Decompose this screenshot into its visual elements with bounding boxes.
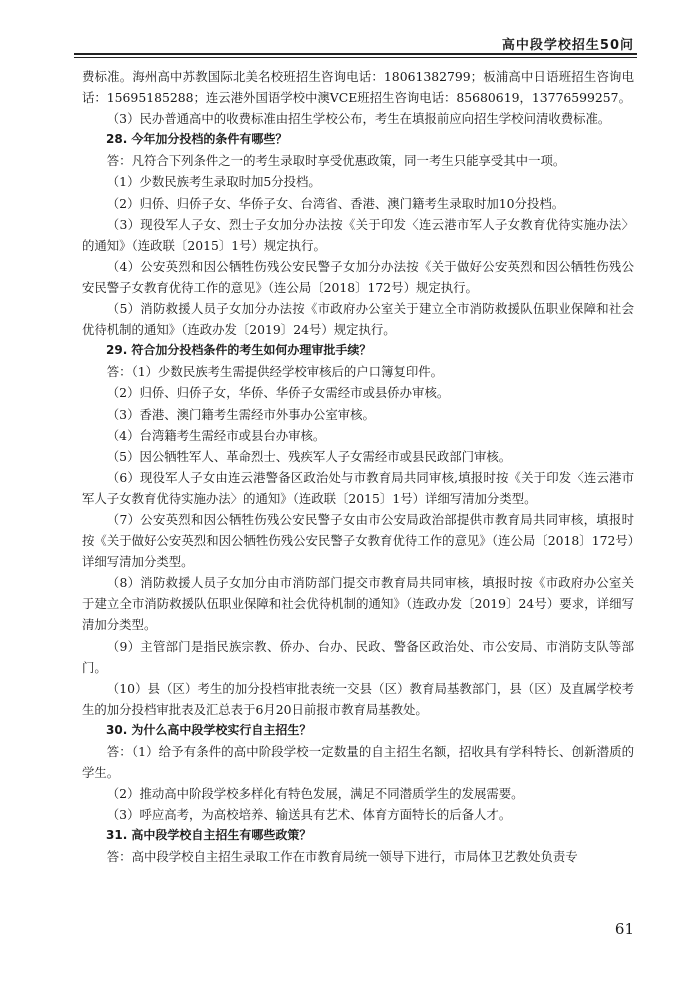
question-heading: 30. 为什么高中段学校实行自主招生？ (106, 722, 312, 737)
paragraph: （7）公安英烈和因公牺牲伤残公安民警子女由市公安局政治部提供市教育局共同审核，填报时按《关于做好公安英烈和因公牺牲伤残公安民警子女教育优待工作的意见》（连公局〔2018〕172号）详细写清加分类型。 (82, 511, 634, 570)
paragraph: （1）少数民族考生录取时加5分投档。 (106, 174, 321, 190)
paragraph: （5）因公牺牲军人、革命烈士、残疾军人子女需经市或县民政部门审核。 (106, 448, 512, 464)
header-title: 高中段学校招生50问 (501, 38, 634, 53)
page-number: 61 (614, 920, 634, 938)
paragraph: （3）民办普通高中的收费标准由招生学校公布，考生在填报前应向招生学校问清收费标准。 (106, 111, 611, 127)
paragraph: （4）公安英烈和因公牺牲伤残公安民警子女加分办法按《关于做好公安英烈和因公牺牲伤残公安民警子女教育优待工作的意见》（连公局〔2018〕172号）规定执行。 (82, 258, 634, 295)
paragraph: （9）主管部门是指民族宗教、侨办、台办、民政、警备区政治处、市公安局、市消防支队等部门。 (82, 638, 634, 675)
question-heading: 28. 今年加分投档的条件有哪些？ (106, 132, 288, 147)
page-body (82, 66, 634, 868)
paragraph: （3）呼应高考，为高校培养、输送具有艺术、体育方面特长的后备人才。 (106, 807, 512, 823)
paragraph: （5）消防救援人员子女加分办法按《市政府办公室关于建立全市消防救援队伍职业保障和社会优待机制的通知》（连政办发〔2019〕24号）规定执行。 (82, 301, 634, 338)
paragraph: （3）香港、澳门籍考生需经市外事办公室审核。 (106, 406, 375, 422)
paragraph: （2）归侨、归侨子女、华侨子女、台湾省、香港、澳门籍考生录取时加10分投档。 (106, 195, 565, 211)
paragraph: （2）推动高中阶段学校多样化有特色发展，满足不同潜质学生的发展需要。 (106, 786, 524, 802)
paragraph: （2）归侨、归侨子女，华侨、华侨子女需经市或县侨办审核。 (106, 385, 450, 401)
question-heading: 31. 高中段学校自主招生有哪些政策？ (106, 828, 312, 843)
paragraph: （3）现役军人子女、烈士子女加分办法按《关于印发〈连云港市军人子女教育优待实施办法〉的通知》（连政联〔2015〕1号）规定执行。 (82, 216, 634, 253)
paragraph: 费标准。海州高中苏教国际北美名校班招生咨询电话：18061382799；板浦高中日语班招生咨询电话：15695185288；连云港外国语学校中澳VCE班招生咨询电话：85680619，13776599257。 (82, 69, 634, 106)
paragraph: 答：高中段学校自主招生录取工作在市教育局统一领导下进行，市局体卫艺教处负责专 (106, 849, 578, 865)
question-heading: 29. 符合加分投档条件的考生如何办理审批手续？ (106, 343, 372, 358)
paragraph: （8）消防救援人员子女加分由市消防部门提交市教育局共同审核，填报时按《市政府办公室关于建立全市消防救援队伍职业保障和社会优待机制的通知》（连政办发〔2019〕24号）要求，详细写清加分类型。 (82, 575, 634, 633)
paragraph: （4）台湾籍考生需经市或县台办审核。 (106, 427, 326, 443)
header-rule-thick (74, 53, 637, 55)
paragraph: 答：凡符合下列条件之一的考生录取时享受优惠政策，同一考生只能享受其中一项。 (106, 153, 566, 169)
paragraph: 答：（1）给予有条件的高中阶段学校一定数量的自主招生名额，招收具有学科特长、创新潜质的学生。 (82, 744, 634, 781)
paragraph: 答：（1）少数民族考生需提供经学校审核后的户口簿复印件。 (106, 364, 444, 380)
header-rule-thin (74, 57, 637, 58)
paragraph: （10）县（区）考生的加分投档审批表统一交县（区）教育局基教部门，县（区）及直属学校考生的加分投档审批表及汇总表于6月20日前报市教育局基教处。 (82, 680, 634, 717)
paragraph: （6）现役军人子女由连云港警备区政治处与市教育局共同审核,填报时按《关于印发〈连云港市军人子女教育优待实施办法〉的通知》（连政联〔2015〕1号）详细写清加分类型。 (82, 469, 634, 506)
